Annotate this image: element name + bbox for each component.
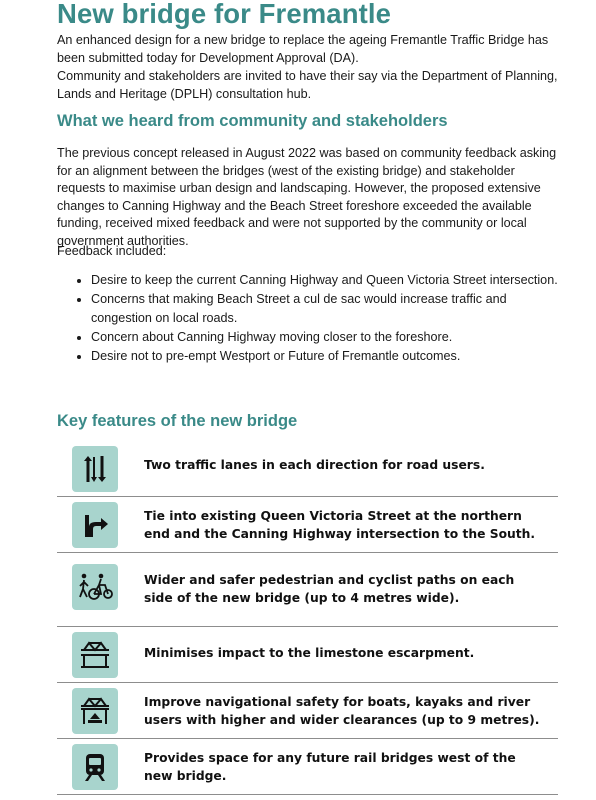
feedback-item: • Desire to keep the current Canning Highway and Queen Victoria Street intersection.: [91, 271, 567, 290]
feature-row: [57, 627, 558, 683]
feedback-item: • Concern about Canning Highway moving closer to the foreshore.: [91, 328, 567, 347]
heard-body: The previous concept released in August 2022 was based on community feedback asking for an alignment between the bridges (west of the existing bridge) and stakeholder requests to maximise urban design and landscaping. However, the proposed extensive changes to Canning Highway and the Beach Street foreshore exceeded the available funding, received mixed feedback and were not supported by the community or local government authorities.: [57, 146, 557, 248]
feature-row: [57, 553, 558, 627]
intro-paragraph: An enhanced design for a new bridge to replace the ageing Fremantle Traffic Bridge has been submitted today for Development Approval (DA).: [57, 33, 549, 65]
feedback-item: • Desire not to pre-empt Westport or Future of Fremantle outcomes.: [91, 347, 567, 366]
feedback-item: • Concerns that making Beach Street a cul de sac would increase traffic and congestion on local roads.: [91, 290, 567, 328]
road-merge-icon: [72, 502, 118, 548]
feature-text: Provides space for any future rail bridges west of the new bridge.: [144, 751, 516, 783]
feature-row: [57, 497, 558, 553]
intro-paragraph: Community and stakeholders are invited to have their say via the Department of Planning, Lands and Heritage (DPLH) consultation hub.: [57, 69, 558, 101]
feature-row: [57, 683, 558, 739]
feature-row: [57, 739, 558, 795]
bridge-escarpment-icon: [72, 632, 118, 678]
section-heading-heard: What we heard from community and stakeholders: [57, 112, 448, 130]
feature-text: Improve navigational safety for boats, kayaks and river users with higher and wider clearances (up to 9 metres).: [144, 695, 540, 727]
page-title: New bridge for Fremantle: [57, 0, 391, 29]
feature-text: Minimises impact to the limestone escarpment.: [144, 646, 475, 660]
two-way-traffic-icon: [72, 446, 118, 492]
section-heading-features: Key features of the new bridge: [57, 412, 298, 430]
feedback-lead: Feedback included:: [57, 244, 167, 258]
intro: [57, 31, 567, 103]
bridge-boat-icon: [72, 688, 118, 734]
feature-row: [57, 441, 558, 497]
train-icon: [72, 744, 118, 790]
feature-text: Wider and safer pedestrian and cyclist paths on each side of the new bridge (up to 4 metres wide).: [144, 573, 515, 605]
feedback-list: [57, 271, 567, 366]
features-table: [57, 441, 558, 795]
pedestrian-cyclist-icon: [72, 564, 118, 610]
feature-text: Two traffic lanes in each direction for road users.: [144, 458, 485, 472]
feature-text: Tie into existing Queen Victoria Street at the northern end and the Canning Highway intersection to the South.: [144, 509, 536, 541]
